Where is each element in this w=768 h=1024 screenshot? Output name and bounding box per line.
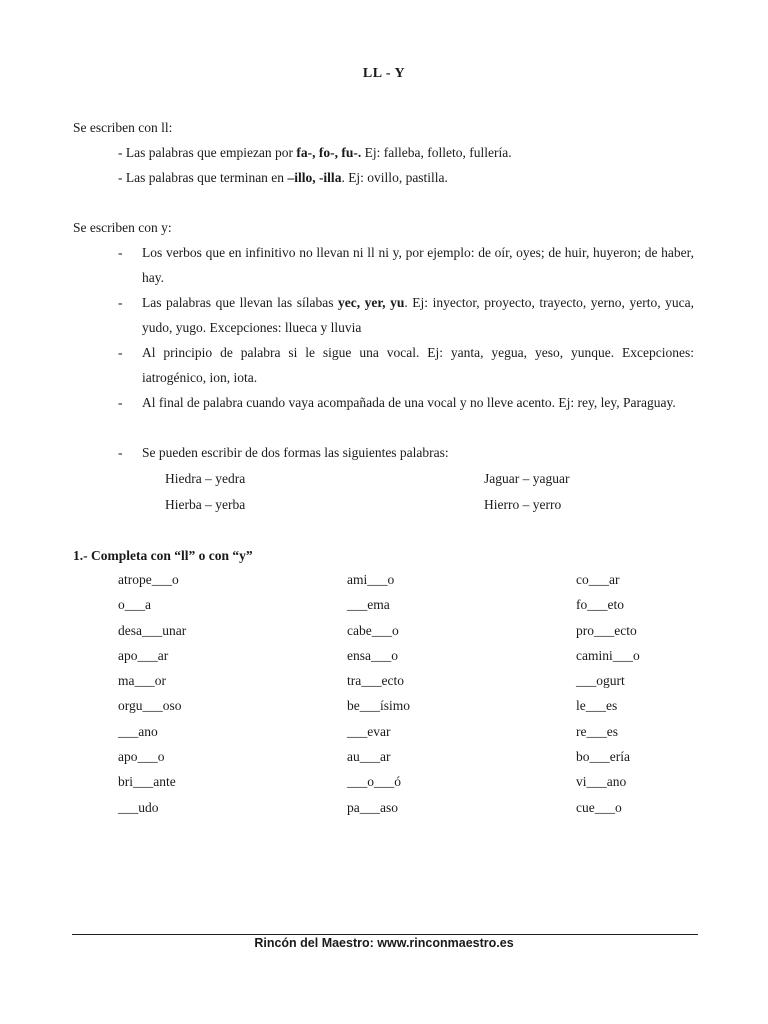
exercise-word: ___o___ó <box>347 774 401 789</box>
exercise-word: atrope___o <box>118 572 179 587</box>
ll-rule-1-post: Ej: falleba, folleto, fullería. <box>361 145 512 160</box>
exercise-title: 1.- Completa con “ll” o con “y” <box>73 548 253 563</box>
y-rule-2-bold: yec, yer, yu <box>338 295 405 310</box>
y-rule-2 <box>142 290 694 340</box>
exercise-word: fo___eto <box>576 597 624 612</box>
exercise-word: apo___o <box>118 749 165 764</box>
exercise-word: ma___or <box>118 673 166 688</box>
y-rule-2-pre: Las palabras que llevan las sílabas <box>142 295 339 310</box>
exercise-word: orgu___oso <box>118 698 182 713</box>
exercise-word: bri___ante <box>118 774 176 789</box>
exercise-word: ___ema <box>347 597 390 612</box>
y-rule-2-post: . Ej: inyector, proyecto, trayecto, yerno, yerto, yuca, yudo, yugo. Excepciones: llueca y lluvia <box>142 295 694 335</box>
ll-rule-2 <box>118 170 448 186</box>
y-rule-5: Se pueden escribir de dos formas las siguientes palabras: <box>142 445 449 460</box>
bullet-dash: - <box>118 245 123 260</box>
word-pair: Hierba – yerba <box>165 497 246 512</box>
exercise-word: pa___aso <box>347 800 398 815</box>
exercise-word: ensa___o <box>347 648 398 663</box>
ll-heading: Se escriben con ll: <box>73 120 173 135</box>
bullet-dash: - <box>118 345 123 360</box>
ll-rule-2-post: . Ej: ovillo, pastilla. <box>341 170 448 185</box>
exercise-word: ami___o <box>347 572 395 587</box>
ll-rule-2-pre: - Las palabras que terminan en <box>118 170 288 185</box>
exercise-word: le___es <box>576 698 618 713</box>
exercise-word: camini___o <box>576 648 640 663</box>
footer-credit: Rincón del Maestro: www.rinconmaestro.es <box>254 936 514 950</box>
exercise-word: ___udo <box>118 800 159 815</box>
bullet-dash: - <box>118 445 123 460</box>
word-pair: Jaguar – yaguar <box>484 471 570 486</box>
exercise-word: pro___ecto <box>576 623 637 638</box>
exercise-word: au___ar <box>347 749 391 764</box>
word-pair: Hiedra – yedra <box>165 471 246 486</box>
exercise-word: cue___o <box>576 800 622 815</box>
exercise-word: apo___ar <box>118 648 169 663</box>
ll-rule-1-pre: - Las palabras que empiezan por <box>118 145 297 160</box>
footer-divider <box>72 934 698 935</box>
exercise-word: bo___ería <box>576 749 630 764</box>
ll-rule-1-bold: fa-, fo-, fu-. <box>296 145 362 160</box>
exercise-word: tra___ecto <box>347 673 404 688</box>
exercise-word: co___ar <box>576 572 620 587</box>
y-rule-4: Al final de palabra cuando vaya acompañada de una vocal y no lleve acento. Ej: rey, ley, Paraguay. <box>142 395 676 410</box>
exercise-word: cabe___o <box>347 623 399 638</box>
y-rule-3: Al principio de palabra si le sigue una vocal. Ej: yanta, yegua, yeso, yunque. Excepciones: iatrogénico, ion, iota. <box>142 345 694 385</box>
bullet-dash: - <box>118 395 123 410</box>
exercise-word: ___evar <box>347 724 391 739</box>
ll-rule-1 <box>118 145 512 161</box>
exercise-word: vi___ano <box>576 774 627 789</box>
y-heading: Se escriben con y: <box>73 220 172 235</box>
exercise-word: ___ogurt <box>576 673 625 688</box>
exercise-word: be___ísimo <box>347 698 410 713</box>
page-title: LL - Y <box>362 66 406 81</box>
exercise-word: o___a <box>118 597 151 612</box>
exercise-word: ___ano <box>118 724 158 739</box>
exercise-word: desa___unar <box>118 623 187 638</box>
bullet-dash: - <box>118 295 123 310</box>
ll-rule-2-bold: –illo, -illa <box>287 170 342 185</box>
word-pair: Hierro – yerro <box>484 497 562 512</box>
y-rule-1: Los verbos que en infinitivo no llevan ni ll ni y, por ejemplo: de oír, oyes; de huir, huyeron; de haber, hay. <box>142 245 694 285</box>
exercise-word: re___es <box>576 724 618 739</box>
